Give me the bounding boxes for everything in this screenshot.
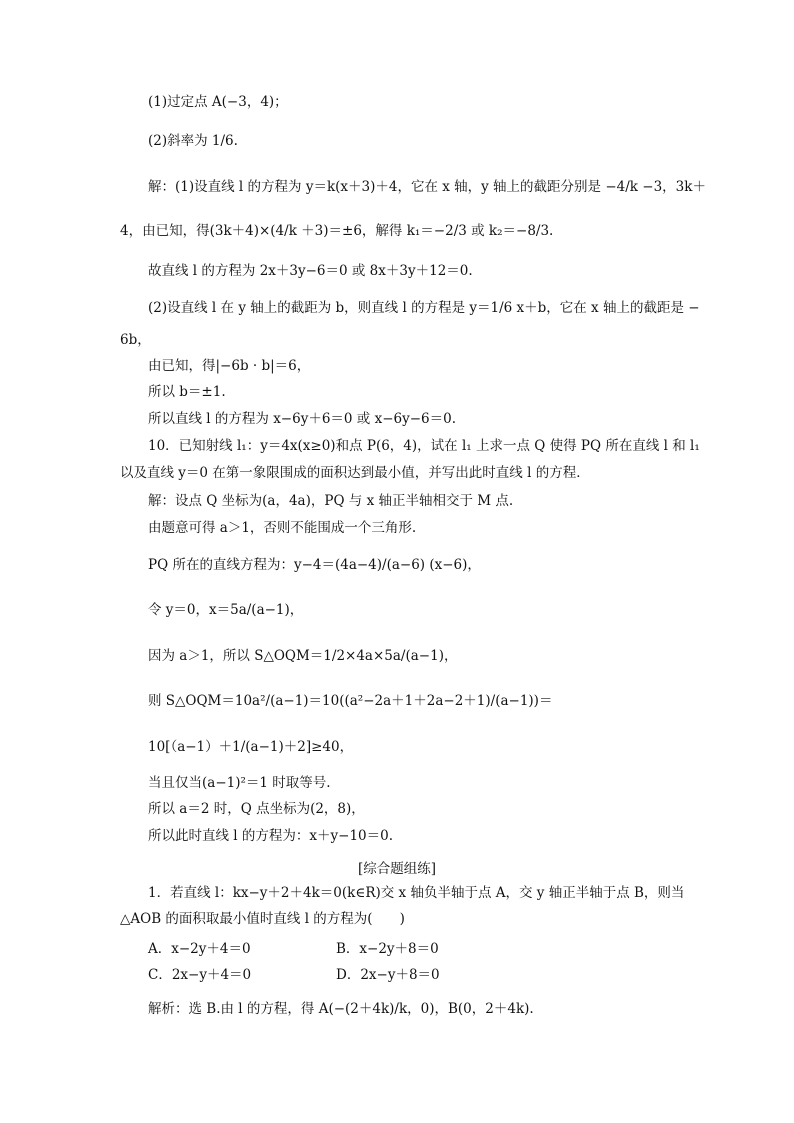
text-line-l02: (2)斜率为 1/6. — [148, 133, 238, 149]
text-line-l12: 以及直线 y＝0 在第一象限围成的面积达到最小值，并写出此时直线 l 的方程． — [120, 465, 590, 481]
text-line-l14: 由题意可得 a＞1，否则不能围成一个三角形. — [148, 520, 417, 536]
text-line-l08: 由已知，得|−6b · b|＝6， — [148, 358, 311, 374]
text-line-l30: 解析：选 B.由 l 的方程，得 A(−(2＋4k)/k，0)，B(0，2＋4k). — [148, 1001, 534, 1017]
option-optC: C．2x−y＋4＝0 — [148, 967, 252, 983]
text-line-l16: 令 y＝0，x＝5a/(a−1)， — [148, 602, 304, 618]
text-line-l22: 所以此时直线 l 的方程为：x＋y−10＝0. — [148, 828, 394, 844]
text-line-l04: 4，由已知，得(3k＋4)×(4/k ＋3)＝±6，解得 k₁＝−2/3 或 k₂＝−8/3. — [120, 223, 554, 239]
option-optA: A．x−2y＋4＝0 — [148, 941, 251, 957]
option-optB: B．x−2y＋8＝0 — [336, 941, 439, 957]
text-line-l03: 解：(1)设直线 l 的方程为 y＝k(x＋3)＋4，它在 x 轴，y 轴上的截距分别是 −4/k −3，3k＋ — [148, 179, 706, 195]
text-line-l09: 所以 b＝±1. — [148, 384, 226, 400]
text-line-l15: PQ 所在的直线方程为：y−4＝(4a−4)/(a−6) (x−6)， — [148, 557, 481, 573]
text-line-l05: 故直线 l 的方程为 2x＋3y−6＝0 或 8x＋3y＋12＝0. — [148, 263, 473, 279]
text-line-l19: 10[（a−1）＋1/(a−1)＋2]≥40， — [148, 739, 354, 755]
text-line-l13: 解：设点 Q 坐标为(a，4a)，PQ 与 x 轴正半轴相交于 M 点. — [148, 493, 514, 509]
text-line-l01: (1)过定点 A(−3，4)； — [148, 94, 288, 110]
text-line-l21: 所以 a＝2 时，Q 点坐标为(2，8)， — [148, 801, 365, 817]
section-heading: [综合题组练] — [357, 861, 437, 877]
text-line-l07: 6b， — [120, 332, 151, 348]
text-line-l10: 所以直线 l 的方程为 x−6y＋6＝0 或 x−6y−6＝0. — [148, 411, 457, 427]
text-line-l18: 则 S△OQM＝10a²/(a−1)＝10((a²−2a＋1＋2a−2＋1)/(a−1))＝ — [148, 693, 553, 709]
text-line-l20: 当且仅当(a−1)²＝1 时取等号. — [148, 775, 331, 791]
text-line-l11: 10．已知射线 l₁：y＝4x(x≥0)和点 P(6，4)，试在 l₁ 上求一点 Q 使得 PQ 所在直线 l 和 l₁ — [148, 438, 700, 454]
text-line-l24: 1．若直线 l：kx−y＋2＋4k＝0(k∈R)交 x 轴负半轴于点 A，交 y 轴正半轴于点 B，则当 — [148, 885, 685, 901]
text-line-l25: △AOB 的面积取最小值时直线 l 的方程为( ) — [120, 911, 405, 927]
text-line-l17: 因为 a＞1，所以 S△OQM＝1/2×4a×5a/(a−1)， — [148, 648, 458, 664]
option-optD: D．2x−y＋8＝0 — [336, 967, 440, 983]
text-line-l06: (2)设直线 l 在 y 轴上的截距为 b，则直线 l 的方程是 y＝1/6 x＋b，它在 x 轴上的截距是 − — [148, 300, 700, 316]
